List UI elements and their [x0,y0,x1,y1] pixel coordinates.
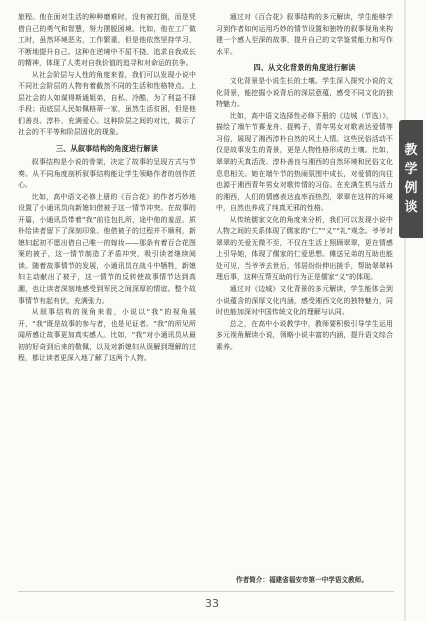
paragraph: 比如，高中语文选择性必修下册的《边城（节选）》，描绘了端午节赛龙舟、捉鸭子，青年男女对歌表达爱情等习俗，展现了湘西淳朴自然的风土人情。这些民俗活动不仅是故事发生的背景，更是人物性格形成的土壤。比如，翠翠的天真活泼、淳朴善良与湘西的自然环境和民俗文化息息相关。她在端午节的热闹氛围中成长，对爱情的向往也源于湘西青年男女对歌传情的习俗。在充满生机与活力的湘西，人们的情感表达直率而热烈，翠翠在这样的环境中，自然也养成了纯真无邪的性格。 [216,111,393,213]
right-column [216,12,393,353]
author-note: 作者简介：福建省福安市第一中学语文教师。 [236,576,368,584]
paragraph: 文化背景是小说生长的土壤。学生深入探究小说的文化背景，能挖掘小说背后的深层意蕴，感受不同文化的独特魅力。 [216,77,393,109]
section-tab [399,120,423,238]
section-heading: 三、从叙事结构的角度进行解读 [55,144,159,154]
paragraph: 比如，高中语文必修上册的《百合花》的作者巧妙地设置了小通讯员向新媳妇借被子这一情节冲突。在故事的开篇，小通讯员带着“我”前往包扎所，途中他的羞涩、质朴给读者留下了深刻印象。他借被子的过程并不顺利，新媳妇起初不愿出借自己唯一的嫁妆——那条有着百合花图案的被子，这一情节制造了矛盾冲突，吸引读者继续阅读。随着故事情节的发展，小通讯员在战斗中牺牲，新媳妇主动献出了被子，这一情节的反转使故事情节达到高潮，也让读者深刻地感受到军民之间深厚的情谊。整个故事情节有起有伏，充满张力。 [18,192,196,305]
paragraph: 从传统儒家文化的角度来分析，我们可以发现小说中人物之间的关系体现了儒家的“仁”“义”“礼”观念。爷爷对翠翠的关爱无微不至，不仅在生活上照顾翠翠，更在情感上引导她，体现了儒家的仁爱思想。傩送兄弟的互助也能处可见，当爷爷去世后，邻居纷纷伸出援手，帮助翠翠料理后事，这种互帮互助的行为正是儒家“义”的体现。 [216,215,393,282]
footer-divider [18,591,394,592]
section-tab-char: 谈 [404,200,418,215]
left-column [18,12,196,365]
section-tab-char: 例 [404,181,418,196]
section-heading: 四、从文化背景的角度进行解读 [253,63,356,73]
section-tab-char: 教 [404,143,418,158]
paragraph: 叙事结构是小说的骨架，决定了故事的呈现方式与节奏。从不同角度剖析叙事结构能让学生领略作者的创作匠心。 [18,158,196,190]
paragraph: 从叙事结构的视角来看，小说以“我”的视角展开，“我”既是故事的参与者，也是见证者。“我”的所见所闻所感让故事更加真实感人。比如，“我”对小通讯员从最初的好奇到后来的敬佩，以及对新媳妇从误解到理解的过程，都让读者更深入地了解了这两个人物。 [18,308,196,363]
paragraph: 从社会阶层与人性的角度来看，我们可以发现小说中不同社会阶层的人物有着截然不同的生活和性格特点。上层社会的人如谋得斯通姐弟，自私、冷酷，为了利益不择手段；而底层人民如佩格蒂一家，虽然生活贫困，但是他们善良、淳朴、充满爱心。这种阶层之间的对比，揭示了社会的不平等和阶层固化的现象。 [18,70,196,137]
page-number: 33 [205,597,219,610]
paragraph: 通过对《百合花》叙事结构的多元解读，学生能够学习到作者如何运用巧妙的情节设置和独特的叙事视角来构建一个感人至深的故事，提升自己的文学鉴赏能力和写作水平。 [216,13,393,56]
paragraph: 总之，在高中小说教学中，教师要积极引导学生运用多元视角解读小说，领略小说丰富的内涵，提升语文综合素养。 [216,319,393,351]
section-tab-char: 学 [404,162,418,177]
paragraph: 旅程。他在面对生活的种种磨难时，没有被打倒，而是凭借自己的勇气和智慧，努力摆脱困境。比如，他在工厂做工时，虽然环境恶劣，工作繁重，但是他依然坚持学习，不断地提升自己。这种在逆境中不屈不挠、追求自我成长的精神，体现了人类对自我价值的追寻和对命运的抗争。 [18,13,196,68]
side-strip [404,0,406,621]
paragraph: 通过对《边城》文化背景的多元解读，学生能体会到小说蕴含的深厚文化内涵，感受湘西文化的独特魅力，同时也能加深对中国传统文化的理解与认同。 [216,285,393,317]
